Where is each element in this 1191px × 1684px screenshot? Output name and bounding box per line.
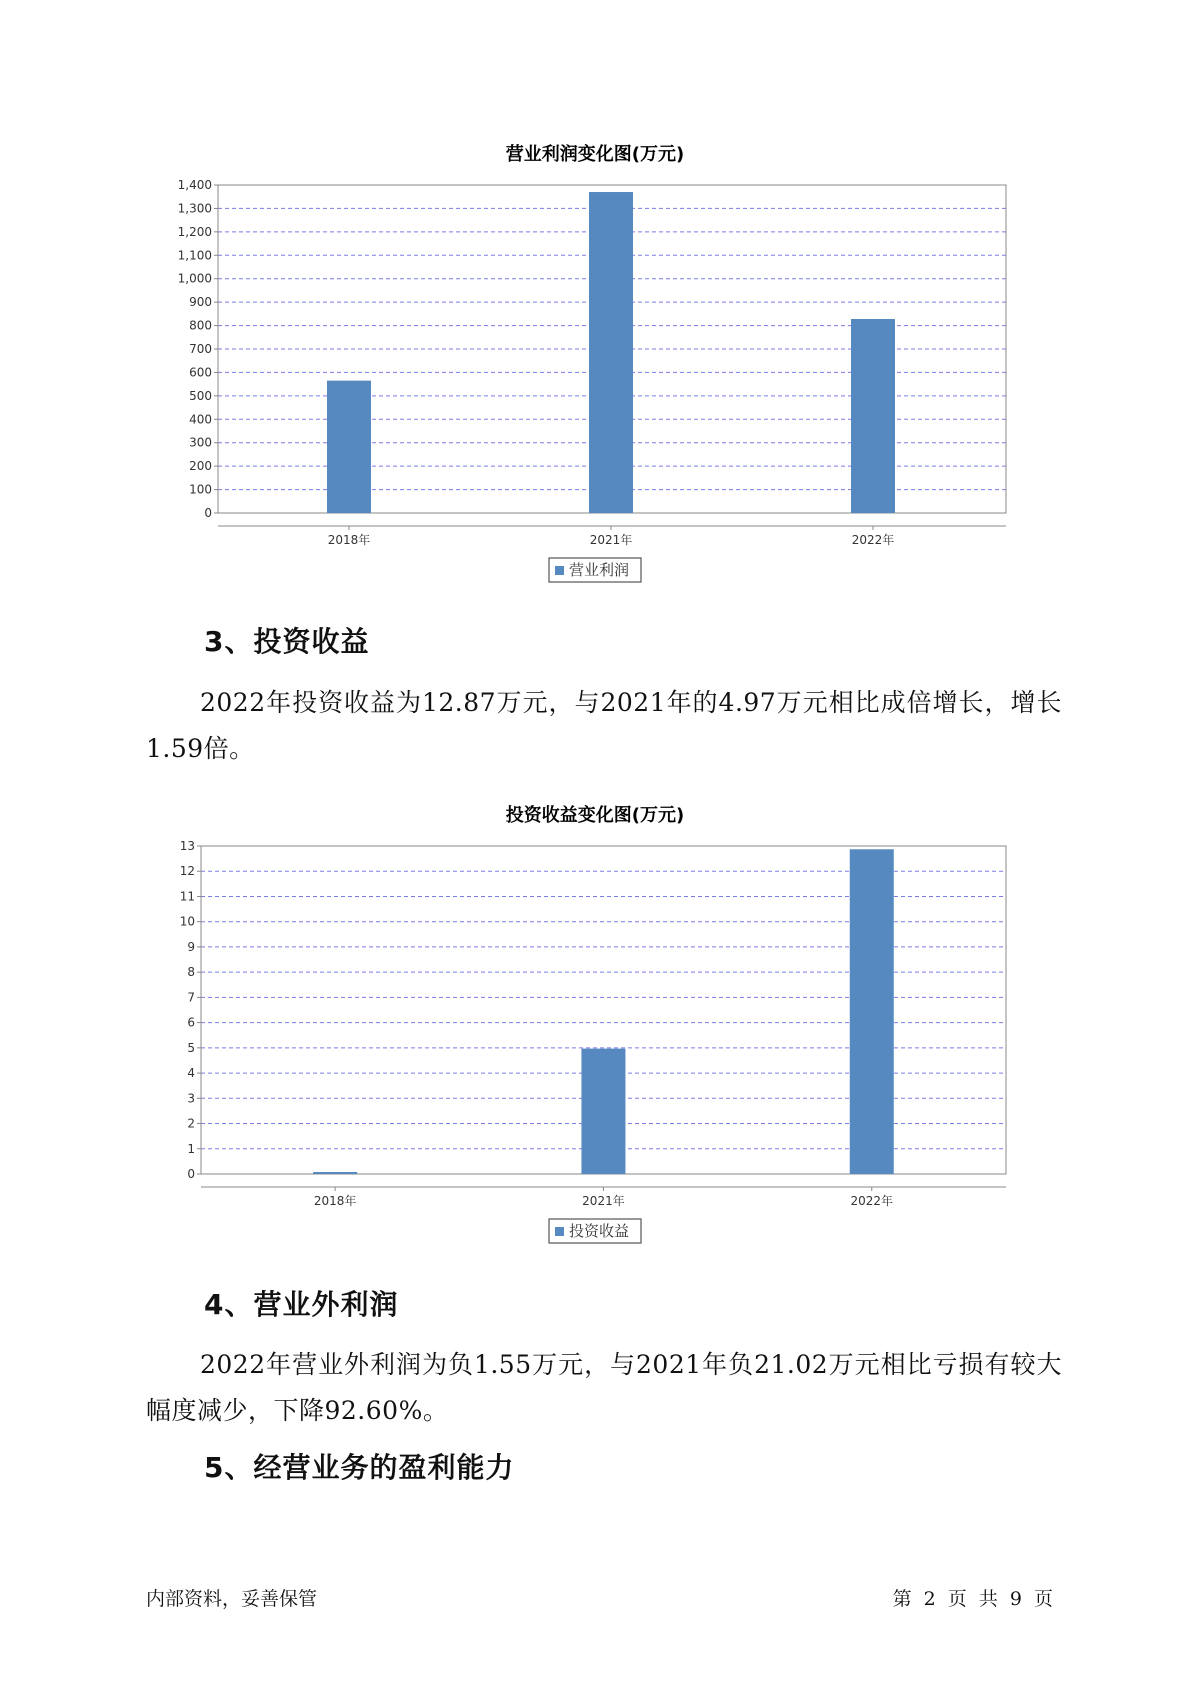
- investment-income-chart-svg: [0, 791, 1191, 1251]
- operating-profit-chart-svg: [0, 130, 1191, 590]
- bar-2022年: [850, 849, 894, 1174]
- y-tick-label: 0: [187, 1167, 195, 1181]
- bar-2022年: [851, 319, 895, 513]
- x-tick-label: 2022年: [851, 533, 895, 547]
- bar-2018年: [313, 1172, 357, 1174]
- y-tick-label: 6: [187, 1015, 195, 1030]
- y-tick-label: 1,100: [177, 248, 212, 263]
- y-tick-label: 12: [179, 864, 195, 879]
- y-tick-label: 1,300: [177, 201, 212, 216]
- non-operating-paragraph: 2022年营业外利润为负1.55万元，与2021年负21.02万元相比亏损有较大幅度减少，下降92.60%。: [146, 1350, 1062, 1425]
- y-tick-label: 500: [189, 388, 212, 403]
- legend-label: 营业利润: [569, 561, 630, 579]
- y-tick-label: 1,000: [177, 271, 212, 286]
- x-tick-label: 2018年: [327, 533, 371, 547]
- legend-label: 投资收益: [569, 1222, 630, 1240]
- section-heading-profitability: 5、经营业务的盈利能力: [204, 1451, 515, 1484]
- chart-title: 营业利润变化图(万元): [505, 144, 685, 165]
- y-tick-label: 400: [189, 412, 212, 427]
- y-tick-label: 200: [189, 459, 212, 474]
- y-tick-label: 800: [189, 318, 212, 333]
- y-tick-label: 10: [179, 914, 195, 929]
- y-tick-label: 8: [187, 965, 195, 980]
- x-tick-label: 2021年: [589, 533, 633, 547]
- footer-confidential-note: 内部资料，妥善保管: [146, 1588, 318, 1610]
- x-tick-label: 2022年: [850, 1194, 894, 1208]
- investment-income-chart: [0, 791, 1191, 1251]
- y-tick-label: 9: [187, 939, 195, 954]
- y-tick-label: 3: [187, 1091, 195, 1106]
- bar-2021年: [581, 1049, 625, 1174]
- y-tick-label: 0: [204, 506, 212, 520]
- y-tick-label: 2: [187, 1116, 195, 1131]
- x-tick-label: 2021年: [582, 1194, 625, 1208]
- y-tick-label: 100: [189, 482, 212, 497]
- bar-2021年: [589, 192, 633, 513]
- section-heading-investment: 3、投资收益: [204, 625, 370, 658]
- y-tick-label: 600: [189, 365, 212, 380]
- y-tick-label: 1: [187, 1141, 195, 1156]
- y-tick-label: 5: [187, 1040, 195, 1055]
- section-heading-non-operating: 4、营业外利润: [204, 1288, 399, 1321]
- y-tick-label: 1,400: [177, 178, 212, 192]
- y-tick-label: 13: [179, 839, 195, 853]
- y-tick-label: 11: [179, 889, 195, 904]
- operating-profit-chart: [0, 130, 1191, 590]
- y-tick-label: 300: [189, 435, 212, 450]
- y-tick-label: 700: [189, 342, 212, 356]
- y-tick-label: 1,200: [177, 224, 212, 239]
- chart-title: 投资收益变化图(万元): [505, 805, 685, 826]
- y-tick-label: 7: [187, 990, 195, 1005]
- footer-page-number: 第 2 页 共 9 页: [892, 1588, 1053, 1610]
- investment-paragraph: 2022年投资收益为12.87万元，与2021年的4.97万元相比成倍增长，增长1.59倍。: [146, 688, 1062, 763]
- legend-swatch: [555, 566, 564, 575]
- bar-2018年: [327, 381, 371, 513]
- y-tick-label: 900: [189, 295, 212, 310]
- y-tick-label: 4: [187, 1066, 195, 1081]
- legend-swatch: [555, 1227, 564, 1236]
- x-tick-label: 2018年: [313, 1194, 357, 1208]
